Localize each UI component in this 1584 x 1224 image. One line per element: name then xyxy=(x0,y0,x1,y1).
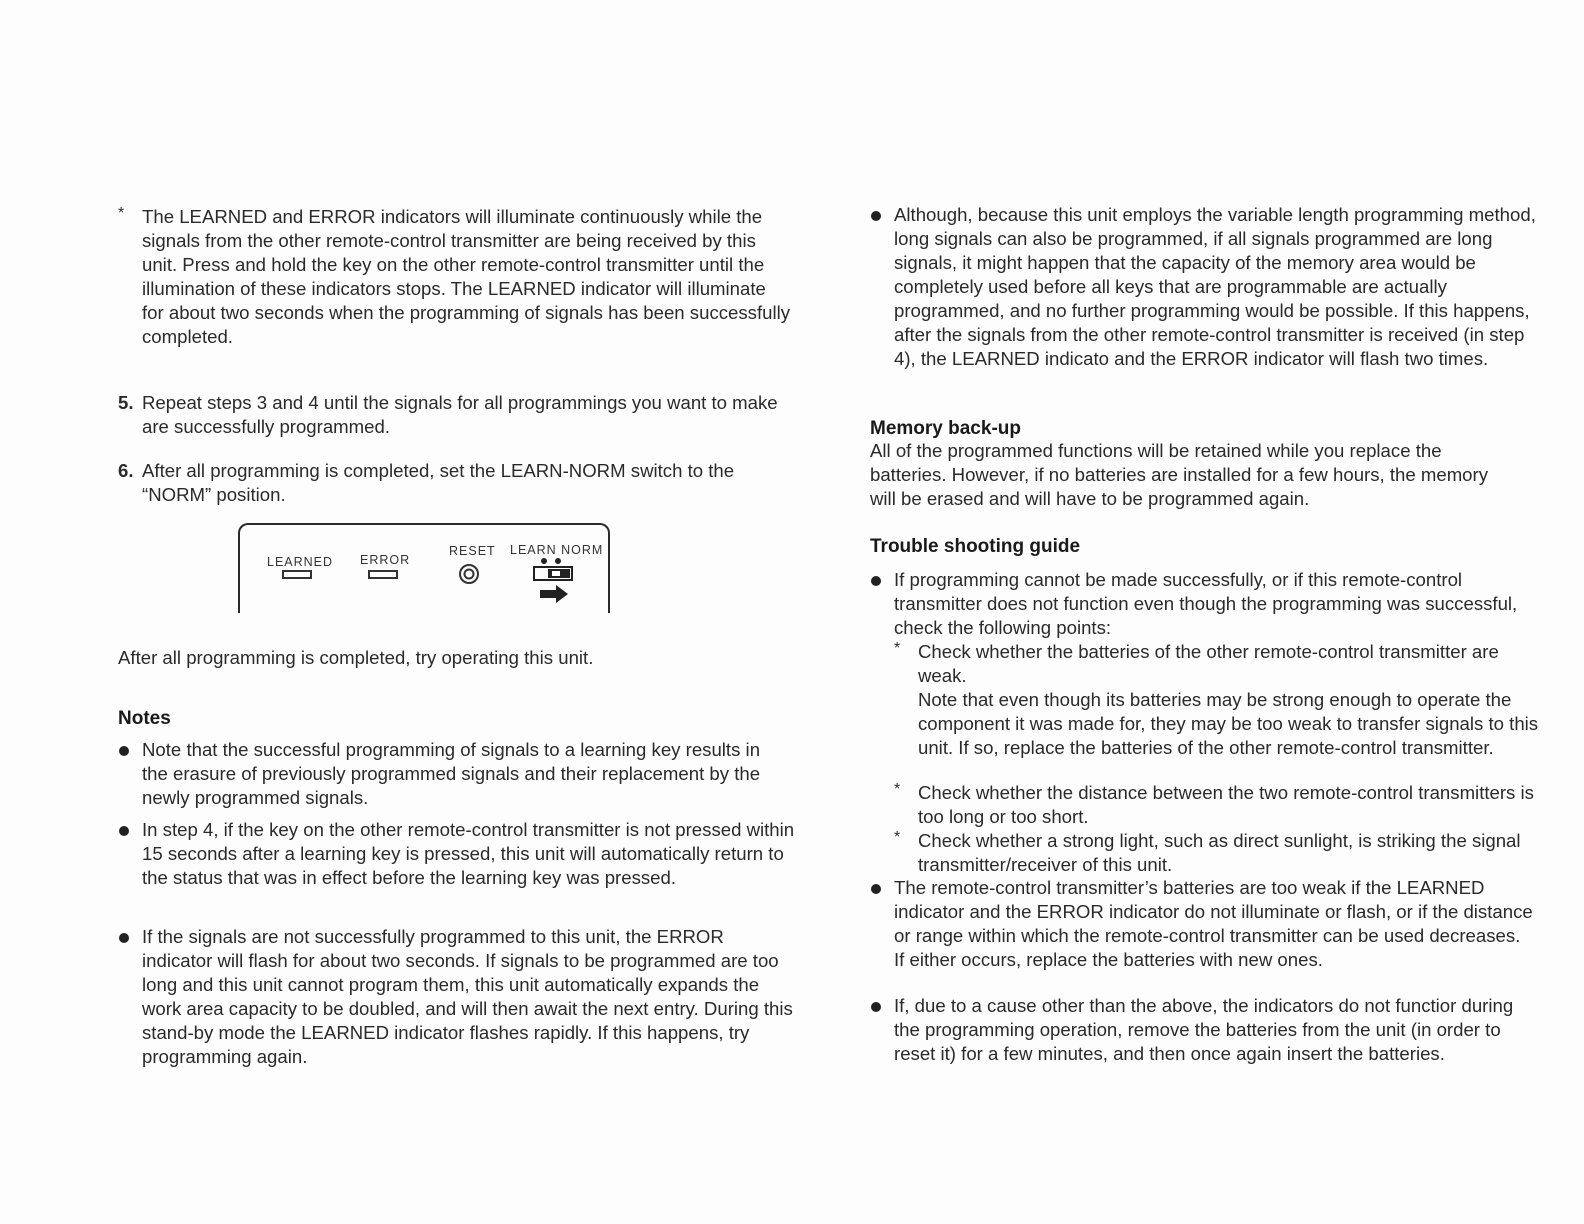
reset-label: RESET xyxy=(449,544,496,558)
bullet-icon xyxy=(871,211,881,221)
error-indicator xyxy=(368,570,398,579)
star-note-text: The LEARNED and ERROR indicators will illuminate continuously while the signals from the other remote-control transmitter are being received by this unit. Press and hold the key on the other remote-control transmitter until the illumination of these indicators stops. The LEARNED indicator will illuminate for about two seconds when the programming of signals has been successfully completed. xyxy=(142,206,791,347)
note-text: If the signals are not successfully programmed to this unit, the ERROR indicator will flash for about two seconds. If signals to be programmed are too long and this unit cannot program them, this unit automatically expands the work area capacity to be doubled, and will then await the next entry. During this stand-by mode the LEARNED indicator flashes rapidly. If this happens, try programming again. xyxy=(142,926,793,1067)
step-text: After all programming is completed, set the LEARN-NORM switch to the “NORM” position. xyxy=(142,460,735,505)
bullet-icon xyxy=(119,826,129,836)
note-item xyxy=(118,818,798,890)
learn-norm-switch-icon xyxy=(532,557,576,607)
after-text xyxy=(118,646,798,670)
check-note-text: Note that even though its batteries may be strong enough to operate the component it was made for, they may be too weak to transfer signals to this unit. If so, replace the batteries of the other remote-control transmitter. xyxy=(918,689,1539,758)
asterisk-mark: * xyxy=(894,829,901,846)
error-label: ERROR xyxy=(360,553,411,567)
bullet-icon xyxy=(871,884,881,894)
check-text: Check whether the distance between the two remote-control transmitters is too long or too short. xyxy=(918,782,1534,827)
star-note xyxy=(118,205,792,349)
note-text: Note that the successful programming of signals to a learning key results in the erasure of previously programmed signals and their replacement by the newly programmed signals. xyxy=(142,739,761,808)
learn-norm-label: LEARN NORM xyxy=(510,543,604,557)
memory-section xyxy=(870,439,1510,511)
memory-heading: Memory back-up xyxy=(870,418,1021,439)
note-text: In step 4, if the key on the other remote-control transmitter is not pressed within 15 seconds after a learning key is pressed, this unit will automatically return to the status that was in effect before the learning key was pressed. xyxy=(142,819,795,888)
control-panel-illustration xyxy=(238,523,610,613)
asterisk-mark: * xyxy=(894,640,901,657)
bullet-icon xyxy=(119,933,129,943)
trouble-text: The remote-control transmitter’s batteries are too weak if the LEARNED indicator and the ERROR indicator do not illuminate or flash, or if the distance or range within which the remote-control transmitter can be used decreases. xyxy=(894,877,1533,946)
trouble-text: If, due to a cause other than the above, the indicators do not functior during the programming operation, remove the batteries from the unit (in order to reset it) for a few minutes, and then once again insert the batteries. xyxy=(894,995,1514,1064)
step-5 xyxy=(118,391,798,439)
check-text: Check whether the batteries of the other remote-control transmitter are weak. xyxy=(918,641,1499,686)
trouble-item xyxy=(870,568,1540,640)
step-6 xyxy=(118,459,798,507)
learned-indicator xyxy=(282,570,312,579)
bullet-icon xyxy=(119,746,129,756)
reset-button-icon xyxy=(458,563,480,585)
check-text: Check whether a strong light, such as direct sunlight, is striking the signal transmitter/receiver of this unit. xyxy=(918,830,1521,875)
trouble-item xyxy=(870,876,1540,972)
after-text-line: After all programming is completed, try operating this unit. xyxy=(118,647,594,668)
step-number: 5. xyxy=(118,392,134,413)
memory-text: All of the programmed functions will be retained while you replace the batteries. However, if no batteries are installed for a few hours, the memory will be erased and will have to be programmed again. xyxy=(870,440,1489,509)
trouble-heading: Trouble shooting guide xyxy=(870,536,1081,557)
asterisk-mark: * xyxy=(894,781,901,798)
step-text: Repeat steps 3 and 4 until the signals for all programmings you want to make are successfully programmed. xyxy=(142,392,778,437)
step-number: 6. xyxy=(118,460,134,481)
trouble-text: If programming cannot be made successfully, or if this remote-control transmitter does not function even though the programming was successful, check the following points: xyxy=(894,569,1518,638)
note-item xyxy=(118,738,782,810)
check-item xyxy=(894,829,1540,877)
trouble-note-text: If either occurs, replace the batteries with new ones. xyxy=(894,949,1323,970)
check-item xyxy=(894,781,1540,829)
learned-label: LEARNED xyxy=(267,555,334,569)
note-item xyxy=(118,925,798,1069)
bullet-icon xyxy=(871,576,881,586)
trouble-item xyxy=(870,994,1540,1066)
notes-heading: Notes xyxy=(118,708,171,729)
bullet-icon xyxy=(871,1002,881,1012)
asterisk-mark: * xyxy=(118,205,125,222)
intro-bullet-text: Although, because this unit employs the variable length programming method, long signals can also be programmed, if all signals programmed are long signals, it might happen that the capacity of the memory area would be completely used before all keys that are programmable are actually programmed, and no further programming would be possible. If this happens, after the signals from the other remote-control transmitter is received (in step 4), the LEARNED indicato and the ERROR indicator will flash two times. xyxy=(894,204,1536,369)
intro-bullet xyxy=(870,203,1540,371)
check-item xyxy=(894,640,1540,760)
